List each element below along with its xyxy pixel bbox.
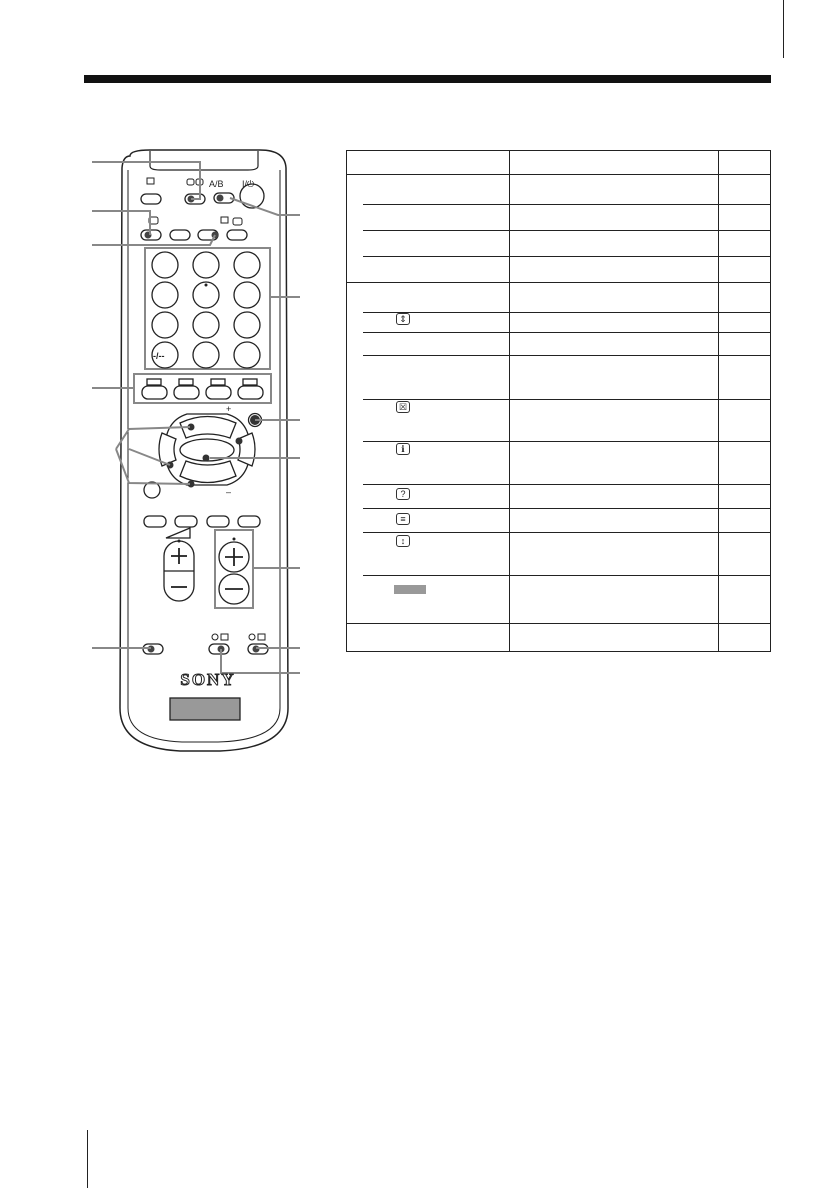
row-line <box>347 623 770 624</box>
row-line <box>363 441 770 442</box>
ab-button-label: A/B <box>209 179 224 189</box>
crop-mark-bottom <box>87 1130 88 1188</box>
digit-entry-label: -/-- <box>153 351 165 361</box>
remote-control-illustration <box>90 148 312 753</box>
row-line <box>347 282 770 283</box>
feature-table <box>346 150 771 652</box>
crop-mark-top <box>783 0 784 58</box>
row-line <box>363 230 770 231</box>
row-line <box>363 256 770 257</box>
row-line <box>363 575 770 576</box>
row-line <box>363 484 770 485</box>
row-line <box>363 532 770 533</box>
power-button-label: I/⏻ <box>242 179 255 189</box>
row-line <box>363 355 770 356</box>
colour-key-bar <box>394 585 426 594</box>
row-line <box>363 399 770 400</box>
column-divider-2 <box>718 151 719 651</box>
row-line <box>363 312 770 313</box>
remote-drawing <box>90 148 312 753</box>
row-line <box>363 204 770 205</box>
minus-marker: – <box>226 487 232 497</box>
reveal-icon: ⇕ <box>396 313 410 325</box>
plus-marker: + <box>226 404 232 414</box>
cancel-icon: ☒ <box>396 401 410 413</box>
info-icon: ℹ <box>396 443 410 455</box>
teletext-icon: ≡ <box>396 513 410 525</box>
question-icon: ? <box>396 488 410 500</box>
header-rule <box>84 75 771 83</box>
row-line <box>363 332 770 333</box>
size-icon: ↕ <box>396 535 410 547</box>
column-divider-1 <box>509 151 510 651</box>
brand-logo: SONY <box>180 670 236 689</box>
row-line <box>363 508 770 509</box>
row-line <box>347 174 770 175</box>
